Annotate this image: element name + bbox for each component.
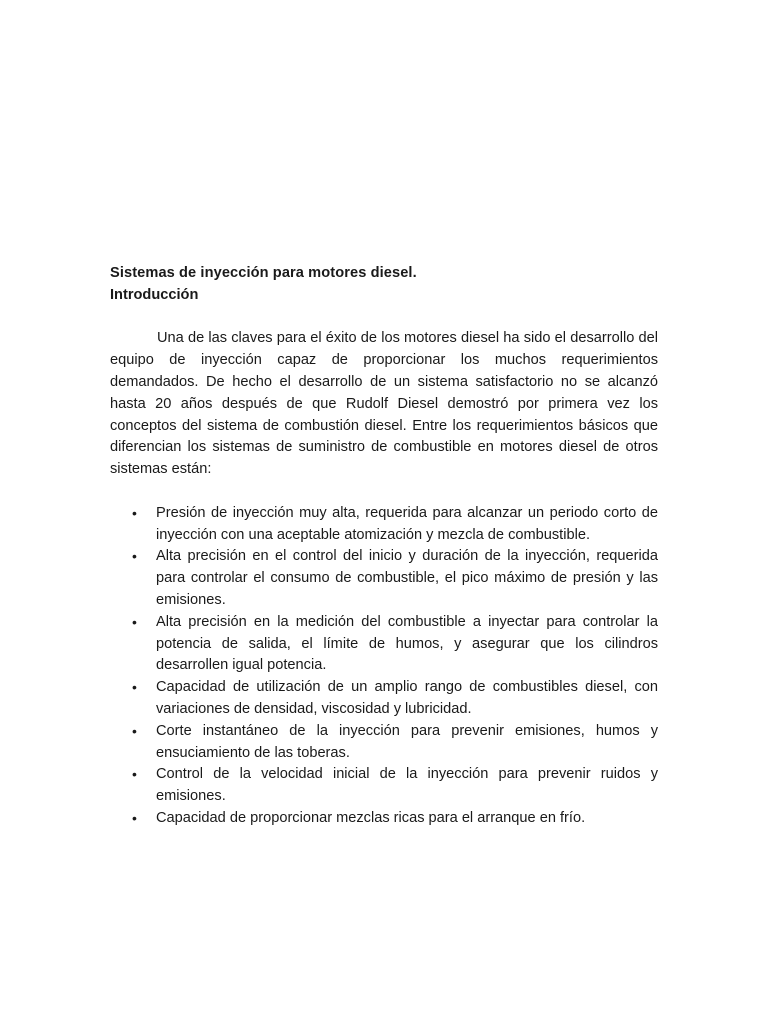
section-heading: Introducción <box>110 286 199 303</box>
bullet-icon: • <box>132 722 137 739</box>
list-item-text: Control de la velocidad inicial de la inyección para prevenir ruidos y emisiones. <box>156 766 658 805</box>
list-item <box>110 764 658 808</box>
requirements-list <box>110 503 658 830</box>
list-item <box>110 546 658 611</box>
list-item-text: Alta precisión en el control del inicio y duración de la inyección, requerida para controlar el consumo de combustible, el pico máximo de presión y las emisiones. <box>156 548 658 608</box>
list-item <box>110 612 658 677</box>
document-title: Sistemas de inyección para motores diesel. <box>110 265 417 281</box>
list-item-text: Alta precisión en la medición del combustible a inyectar para controlar la potencia de salida, el límite de humos, y asegurar que los cilindros desarrollen igual potencia. <box>156 613 658 674</box>
bullet-icon: • <box>132 548 137 565</box>
list-item <box>110 808 658 830</box>
bullet-icon: • <box>132 766 137 783</box>
intro-paragraph: Una de las claves para el éxito de los motores diesel ha sido el desarrollo del equipo de inyección capaz de proporcionar los muchos requerimientos demandados. De hecho el desarrollo de un sistema satisfactorio no se alcanzó hasta 20 años después de que Rudolf Diesel demostró por primera vez los conceptos del sistema de combustión diesel. Entre los requerimientos básicos que diferencian los sistemas de suministro de combustible en motores diesel de otros sistemas están: <box>110 330 658 478</box>
bullet-icon: • <box>132 504 137 521</box>
bullet-icon: • <box>132 809 137 826</box>
list-item <box>110 721 658 765</box>
list-item <box>110 503 658 547</box>
list-item <box>110 677 658 721</box>
list-item-text: Capacidad de utilización de un amplio rango de combustibles diesel, con variaciones de densidad, viscosidad y lubricidad. <box>156 679 658 717</box>
document-body <box>110 263 658 830</box>
list-item-text: Presión de inyección muy alta, requerida para alcanzar un periodo corto de inyección con una aceptable atomización y mezcla de combustible. <box>156 504 658 543</box>
list-item-text: Corte instantáneo de la inyección para prevenir emisiones, humos y ensuciamiento de las toberas. <box>156 722 658 761</box>
bullet-icon: • <box>132 613 137 630</box>
bullet-icon: • <box>132 679 137 696</box>
list-item-text: Capacidad de proporcionar mezclas ricas para el arranque en frío. <box>156 809 586 826</box>
